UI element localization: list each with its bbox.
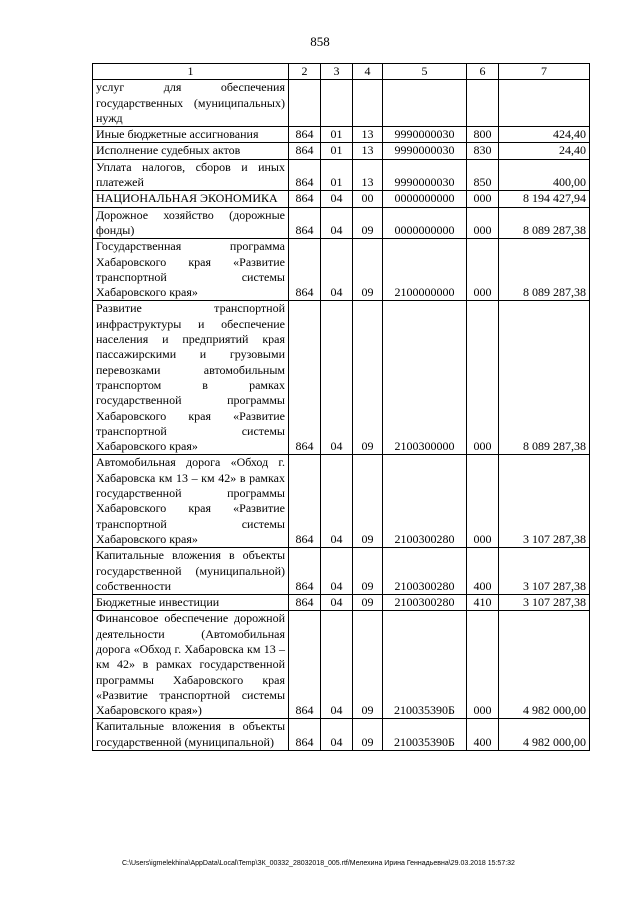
row-c5-cell: 9990000030: [383, 127, 467, 143]
table-row: [93, 239, 590, 301]
table-header-row: [93, 64, 590, 80]
row-c6-cell: 000: [467, 239, 499, 301]
row-c3-cell: 04: [321, 548, 353, 595]
row-c2-cell: 864: [289, 127, 321, 143]
row-c3-cell: 04: [321, 301, 353, 455]
row-name-cell: услуг для обеспечения государственных (муниципальных) нужд: [93, 80, 289, 127]
row-c3-cell: 04: [321, 455, 353, 548]
row-c7-cell: 8 194 427,94: [499, 191, 590, 207]
table-row: [93, 80, 590, 127]
page-number: 858: [310, 34, 330, 49]
row-c2-cell: 864: [289, 301, 321, 455]
row-c4-cell: 13: [353, 159, 383, 191]
column-header-5: 5: [383, 64, 467, 80]
row-name-cell: Бюджетные инвестиции: [93, 595, 289, 611]
row-c4-cell: 09: [353, 595, 383, 611]
row-c2-cell: 864: [289, 548, 321, 595]
table-row: [93, 548, 590, 595]
row-c6-cell: [467, 80, 499, 127]
column-header-2: 2: [289, 64, 321, 80]
row-c6-cell: 000: [467, 611, 499, 719]
row-c4-cell: 13: [353, 127, 383, 143]
row-c2-cell: 864: [289, 143, 321, 159]
row-c4-cell: 09: [353, 611, 383, 719]
row-c4-cell: 09: [353, 301, 383, 455]
row-c2-cell: [289, 80, 321, 127]
row-c7-cell: 424,40: [499, 127, 590, 143]
row-name-cell: Иные бюджетные ассигнования: [93, 127, 289, 143]
row-c3-cell: 01: [321, 159, 353, 191]
row-c3-cell: 04: [321, 207, 353, 239]
row-c7-cell: 4 982 000,00: [499, 719, 590, 751]
row-c2-cell: 864: [289, 719, 321, 751]
row-c4-cell: 13: [353, 143, 383, 159]
row-name-cell: Капитальные вложения в объекты государственной (муниципальной): [93, 719, 289, 751]
row-c7-cell: 3 107 287,38: [499, 548, 590, 595]
row-c3-cell: 04: [321, 239, 353, 301]
row-c6-cell: 850: [467, 159, 499, 191]
row-c5-cell: 9990000030: [383, 143, 467, 159]
row-c3-cell: 04: [321, 719, 353, 751]
row-c3-cell: 04: [321, 611, 353, 719]
row-c6-cell: 800: [467, 127, 499, 143]
row-c5-cell: [383, 80, 467, 127]
row-name-cell: Исполнение судебных актов: [93, 143, 289, 159]
row-c7-cell: 8 089 287,38: [499, 301, 590, 455]
row-c2-cell: 864: [289, 595, 321, 611]
row-c2-cell: 864: [289, 207, 321, 239]
row-c5-cell: 210035390Б: [383, 611, 467, 719]
row-c5-cell: 2100300000: [383, 301, 467, 455]
row-c6-cell: 400: [467, 719, 499, 751]
row-c6-cell: 830: [467, 143, 499, 159]
table-row: [93, 159, 590, 191]
row-c5-cell: 0000000000: [383, 207, 467, 239]
row-name-cell: Капитальные вложения в объекты государственной (муниципальной) собственности: [93, 548, 289, 595]
row-c3-cell: 04: [321, 595, 353, 611]
row-c4-cell: 09: [353, 719, 383, 751]
table-row: [93, 143, 590, 159]
row-c6-cell: 000: [467, 301, 499, 455]
row-c6-cell: 400: [467, 548, 499, 595]
row-c6-cell: 410: [467, 595, 499, 611]
row-c3-cell: [321, 80, 353, 127]
row-c4-cell: 09: [353, 455, 383, 548]
row-c5-cell: 9990000030: [383, 159, 467, 191]
row-name-cell: Финансовое обеспечение дорожной деятельности (Автомобильная дорога «Обход г. Хабаровска км 13 – км 42» в рамках государственной программы Хабаровского края «Развитие транспортной системы Хабаровского края»): [93, 611, 289, 719]
row-c7-cell: 8 089 287,38: [499, 207, 590, 239]
row-c4-cell: 09: [353, 207, 383, 239]
table-row: [93, 611, 590, 719]
table-row: [93, 595, 590, 611]
column-header-4: 4: [353, 64, 383, 80]
table-row: [93, 127, 590, 143]
row-c5-cell: 2100300280: [383, 455, 467, 548]
row-c5-cell: 0000000000: [383, 191, 467, 207]
column-header-6: 6: [467, 64, 499, 80]
row-c2-cell: 864: [289, 611, 321, 719]
row-name-cell: Развитие транспортной инфраструктуры и обеспечение населения и предприятий края пассажирскими и грузовыми перевозками автомобильным транспортом в рамках государственной программы Хабаровского края «Развитие транспортной системы Хабаровского края»: [93, 301, 289, 455]
row-c4-cell: 00: [353, 191, 383, 207]
row-c6-cell: 000: [467, 207, 499, 239]
row-c2-cell: 864: [289, 191, 321, 207]
row-c7-cell: 8 089 287,38: [499, 239, 590, 301]
row-c6-cell: 000: [467, 455, 499, 548]
table-row: [93, 207, 590, 239]
row-c4-cell: [353, 80, 383, 127]
footer-file-path: C:\Users\igmelekhina\AppData\Local\Temp\ЗК_00332_28032018_005.rtf/Мелехина Ирина Геннадьевна\29.03.2018 15:57:32: [122, 860, 515, 867]
column-header-1: 1: [93, 64, 289, 80]
row-c5-cell: 210035390Б: [383, 719, 467, 751]
row-c5-cell: 2100000000: [383, 239, 467, 301]
row-name-cell: Дорожное хозяйство (дорожные фонды): [93, 207, 289, 239]
table-row: [93, 191, 590, 207]
column-header-3: 3: [321, 64, 353, 80]
row-c3-cell: 01: [321, 127, 353, 143]
row-name-cell: Автомобильная дорога «Обход г. Хабаровска км 13 – км 42» в рамках государственной программы Хабаровского края «Развитие транспортной системы Хабаровского края»: [93, 455, 289, 548]
row-c5-cell: 2100300280: [383, 548, 467, 595]
row-c6-cell: 000: [467, 191, 499, 207]
table-row: [93, 455, 590, 548]
row-c7-cell: [499, 80, 590, 127]
row-c3-cell: 04: [321, 191, 353, 207]
row-c2-cell: 864: [289, 159, 321, 191]
row-c2-cell: 864: [289, 239, 321, 301]
row-name-cell: НАЦИОНАЛЬНАЯ ЭКОНОМИКА: [93, 191, 289, 207]
row-c7-cell: 400,00: [499, 159, 590, 191]
row-c7-cell: 3 107 287,38: [499, 595, 590, 611]
row-c4-cell: 09: [353, 548, 383, 595]
row-c2-cell: 864: [289, 455, 321, 548]
row-c4-cell: 09: [353, 239, 383, 301]
row-c5-cell: 2100300280: [383, 595, 467, 611]
table-row: [93, 719, 590, 751]
row-c7-cell: 4 982 000,00: [499, 611, 590, 719]
budget-table: [92, 63, 590, 751]
column-header-7: 7: [499, 64, 590, 80]
row-c7-cell: 24,40: [499, 143, 590, 159]
row-name-cell: Уплата налогов, сборов и иных платежей: [93, 159, 289, 191]
row-c7-cell: 3 107 287,38: [499, 455, 590, 548]
row-c3-cell: 01: [321, 143, 353, 159]
table-body: [93, 80, 590, 751]
table-row: [93, 301, 590, 455]
row-name-cell: Государственная программа Хабаровского края «Развитие транспортной системы Хабаровского края»: [93, 239, 289, 301]
